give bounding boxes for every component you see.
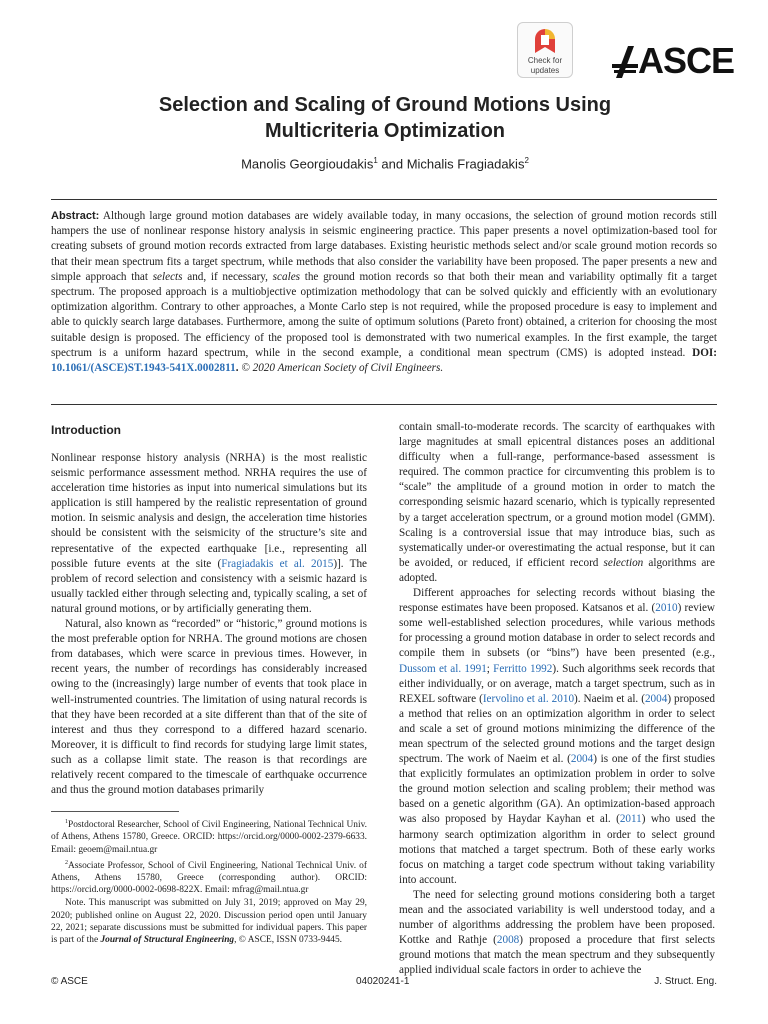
abstract-text-1: Although large ground motion databases are widely available today, in many occasions, the selection of ground motion records still hampers the use of nonlinear response history analysis in seismic engineering practice. This paper presents a novel optimization-based tool for creating subsets of ground motion records extracted from large databases. Existing heuristic methods select and/or scale ground motion records so that their mean spectrum fits a target spectrum, while methods that also consider the variability have been proposed. The paper presents a new and simple approach that — [51, 210, 717, 283]
footer-journal: J. Struct. Eng. — [654, 976, 717, 987]
footer-article-number: 04020241-1 — [356, 976, 410, 987]
doi-label: DOI: — [692, 346, 717, 359]
ref-katsanos-2010[interactable]: 2010 — [655, 602, 678, 615]
right-p2-b: ) review some well-established selection procedures, while various methods for processing a ground motion database in order to select records and compile them in subsets (or “bins”) have been presented (e.g., — [399, 602, 715, 660]
footnote-1-mark: 1 — [65, 819, 68, 825]
ref-naeim-2004-b[interactable]: 2004 — [570, 753, 594, 766]
author-2-affiliation: 2 — [524, 156, 529, 165]
abstract-emphasis-selects: selects — [152, 270, 183, 283]
copyright-notice: © 2020 American Society of Civil Engineers. — [238, 362, 444, 375]
intro-p1-text-a: Nonlinear response history analysis (NRHA) is the most realistic seismic performance assessment method. NRHA requires the use of acceleration time histories as input into numerical simulations but its application is still hampered by the realistic representation of ground motion. In seismic analysis and design, the acceleration time histories should be consistent with the seismicity of the structure’s site and representative of the expected earthquake [i.e., representing all possible future events at the site ( — [51, 452, 367, 570]
right-p2-a: Different approaches for selecting records without biasing the response estimates have been proposed. Katsanos et al. ( — [399, 587, 715, 615]
bookmark-icon — [533, 27, 557, 55]
footnote-1 — [51, 816, 367, 856]
badge-line-2: updates — [530, 66, 560, 75]
right-p2-h: ) who used the harmony search optimization algorithm in order to select ground motions that matched a target spectrum. Both of these early works focus on matching a target code spectrum without taking variability into account. — [399, 813, 715, 886]
note-text-a: Note. This manuscript was submitted on July 31, 2019; approved on May 29, 2020; published online on August 22, 2020. Discussion period open until January 22, 2021; separate discussions must be submitted for individual papers. This paper is part of the — [51, 898, 367, 946]
ref-dussom-1991[interactable]: Dussom et al. 1991 — [399, 662, 487, 675]
doi-period: . — [235, 362, 239, 375]
right-p2-g: ) is one of the first studies that explicitly formulates an optimization problem in order to solve the ground motion selection and scaling problem; their method was based on a genetic algorithm (GA). An optimization-based approach was also proposed by Haydar Kayhan et al. ( — [399, 753, 715, 826]
paper-title — [60, 92, 710, 144]
author-1: Manolis Georgioudakis — [241, 156, 374, 172]
footnote-2-mark: 2 — [65, 859, 68, 866]
ref-iervolino-2010[interactable]: Iervolino et al. 2010 — [482, 692, 575, 705]
right-p3-a: The need for selecting ground motions considering both a target mean and the associated variability is well understood today, and a number of algorithms addressing the problem have been proposed. Kottke and Rathje ( — [399, 888, 715, 947]
ref-kottke-2008[interactable]: 2008 — [496, 934, 520, 947]
footnote-rule — [51, 811, 179, 812]
journal-name: Journal of Structural Engineering — [100, 935, 235, 946]
abstract-label: Abstract: — [51, 210, 100, 222]
check-for-updates-badge[interactable] — [517, 22, 573, 78]
authors-line — [60, 156, 710, 171]
intro-p1-text-b: )]. The problem of record selection and consistency with a seismic hazard is usually tackled either through selecting and, typically scaling, a set of natural ground motions, or by artificially generating them. — [51, 557, 368, 615]
abstract-top-rule — [51, 199, 717, 200]
abstract-emphasis-scales: scales — [272, 270, 301, 283]
right-p2-f: ) proposed a method that relies on an optimization algorithm in order to select and scale a set of ground motions minimizing the difference of the mean spectrum of the selected ground motions and the target design spectrum. The work of Naeim et al. ( — [399, 692, 716, 766]
right-column — [399, 420, 715, 978]
right-p1-text: contain small-to-moderate records. The scarcity of earthquakes with large magnitudes at small epicentral distances poses an additional difficulty when a full-range, performance-based assessment is required. The common practice for circumventing this problem is to “scale” the amplitude of a ground motion in order to match the corresponding seismic hazard scenario, which is typically represented by a target acceleration spectrum, or a ground motion model (GMM). Scaling is a controversial issue that may introduce bias, such as systematically under-or overestimating the actual response, but it can be avoided, or reduced, if efficient record — [399, 421, 715, 569]
title-line-2: Multicriteria Optimization — [264, 120, 506, 142]
right-p3-b: ) proposed a procedure that first selects ground motions that match the mean spectrum and they subsequently applied individual scale factors in order to achieve the — [399, 934, 716, 977]
submission-note — [51, 897, 367, 946]
footer-copyright: © ASCE — [51, 976, 88, 987]
footnote-2 — [51, 857, 367, 897]
ref-naeim-2004-a[interactable]: 2004 — [644, 692, 668, 705]
page-footer — [51, 976, 717, 990]
introduction-heading: Introduction — [51, 423, 121, 437]
asce-logo-text: ASCE — [638, 40, 735, 81]
right-paragraph-1 — [399, 420, 715, 586]
note-text-b: , © ASCE, ISSN 0733-9445. — [234, 935, 343, 946]
footnotes — [51, 816, 367, 947]
abstract-bottom-rule — [51, 404, 717, 405]
badge-line-1: Check for — [527, 56, 563, 65]
right-p2-e: ). Naeim et al. ( — [574, 692, 645, 705]
abstract-text-2: and, if necessary, — [182, 270, 273, 283]
intro-paragraph-2: Natural, also known as “recorded” or “historic,” ground motions is the most preferable option for NRHA. The ground motions are chosen from databases, which were scarce in previous times. However, in recent years, the number of recordings has considerably increased owing to the (increasingly) large number of events that took place in well-instrumented countries. The limitation of using natural records is that they have been recorded at a site different than that of the site of interest and thus they correspond to a differed hazard scenario. Moreover, it is difficult to find records for studying large limit states, such as a collapse limit state. The reason is that recordings are relatively recent compared to the timescale of earthquake occurrence and thus the ground motion databases primarily — [51, 618, 367, 797]
right-paragraph-2 — [399, 586, 715, 888]
title-line-1: Selection and Scaling of Ground Motions Using — [158, 94, 612, 116]
abstract-text-3: the ground motion records so that both their mean and variability optimally fit a target spectrum. The proposed approach is a multiobjective optimization methodology that can be solved quickly and efficiently with an evolutionary optimization algorithm. Contrary to other approaches, a Monte Carlo step is not required, while the proposed procedure is easy to implement and able to quickly search large databases. Furthermore, among the suite of optimum solutions (Pareto front) obtained, a criterion for choosing the most suitable design is proposed. The efficiency of the proposed tool is demonstrated with two numerical examples. In the first example, the target spectrum is a uniform hazard spectrum, while in the second example, a conditional mean spectrum (CMS) is adopted instead. — [51, 270, 717, 359]
ref-ferritto-1992[interactable]: Ferritto 1992 — [493, 662, 553, 675]
author-2: Michalis Fragiadakis — [406, 156, 525, 172]
abstract — [51, 209, 717, 376]
footnote-2-text: Associate Professor, School of Civil Engineering, National Technical Univ. of Athens, Athens 15780, Greece (corresponding author). ORCID: https://orcid.org/0000-0002-0698-822X. Email: mfrag@mail.ntua.gr — [51, 860, 367, 896]
asce-logo — [612, 40, 735, 82]
ref-kayhan-2011[interactable]: 2011 — [619, 813, 642, 826]
left-column — [51, 423, 367, 798]
right-p1-emphasis: selection — [603, 556, 644, 569]
footnote-1-text: Postdoctoral Researcher, School of Civil Engineering, National Technical Univ. of Athens, Athens 15780, Greece. ORCID: https://orcid.org/0000-0002-2379-6633. Email: geoem@mail.ntua.gr — [51, 820, 367, 855]
intro-paragraph-1 — [51, 451, 367, 617]
right-p2-d: ). Such algorithms seek records that either individually, or on average, match a target spectrum, such as in REXEL software ( — [399, 662, 716, 705]
author-1-affiliation: 1 — [373, 156, 378, 165]
authors-conjunction: and — [377, 156, 407, 172]
right-paragraph-3 — [399, 888, 715, 979]
right-p2-c: ; — [486, 662, 494, 675]
right-p1-end: algorithms are adopted. — [399, 556, 715, 584]
ref-fragiadakis-2015[interactable]: Fragiadakis et al. 2015 — [221, 557, 334, 570]
doi-link[interactable]: 10.1061/(ASCE)ST.1943-541X.0002811 — [51, 362, 236, 375]
